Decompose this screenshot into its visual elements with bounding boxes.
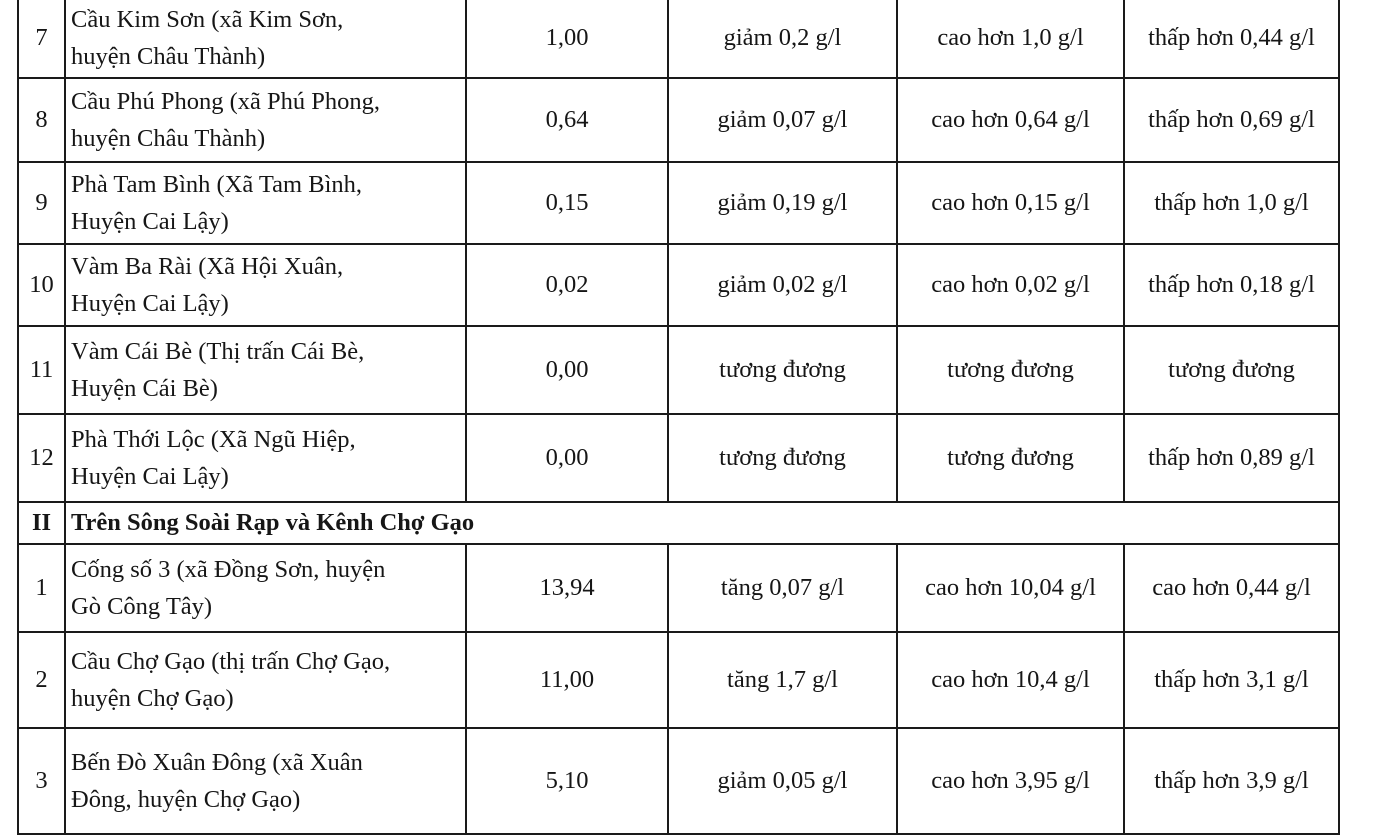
row-number: 12 <box>18 414 65 502</box>
location-name-line-1: Cầu Phú Phong (xã Phú Phong, <box>71 88 381 115</box>
comparison-1: giảm 0,19 g/l <box>668 162 897 244</box>
comparison-3: thấp hơn 0,18 g/l <box>1124 244 1339 326</box>
location-name-line-1: Phà Thới Lộc (Xã Ngũ Hiệp, <box>71 426 356 453</box>
comparison-1: giảm 0,07 g/l <box>668 78 897 162</box>
comparison-3: thấp hơn 3,9 g/l <box>1124 728 1339 834</box>
salinity-value: 5,10 <box>466 728 668 834</box>
location-name-line-1: Cầu Kim Sơn (xã Kim Sơn, <box>71 6 344 33</box>
location-name <box>65 632 466 728</box>
comparison-3: thấp hơn 0,44 g/l <box>1124 0 1339 78</box>
location-name <box>65 162 466 244</box>
salinity-value: 1,00 <box>466 0 668 78</box>
row-number: 7 <box>18 0 65 78</box>
salinity-table <box>17 0 1340 835</box>
row-number: 2 <box>18 632 65 728</box>
location-name-line-1: Bến Đò Xuân Đông (xã Xuân <box>71 749 363 776</box>
comparison-2: tương đương <box>897 414 1124 502</box>
comparison-3: thấp hơn 3,1 g/l <box>1124 632 1339 728</box>
table-row <box>18 244 1339 326</box>
location-name <box>65 544 466 632</box>
table-row <box>18 78 1339 162</box>
table-row <box>18 544 1339 632</box>
location-name-line-2: huyện Chợ Gạo) <box>71 685 234 712</box>
row-number: 11 <box>18 326 65 414</box>
location-name-line-2: Huyện Cai Lậy) <box>71 463 229 490</box>
table-row <box>18 326 1339 414</box>
comparison-3: cao hơn 0,44 g/l <box>1124 544 1339 632</box>
location-name <box>65 728 466 834</box>
comparison-2: cao hơn 10,4 g/l <box>897 632 1124 728</box>
location-name <box>65 244 466 326</box>
location-name-line-2: Huyện Cái Bè) <box>71 375 218 402</box>
salinity-value: 0,00 <box>466 414 668 502</box>
comparison-2: cao hơn 10,04 g/l <box>897 544 1124 632</box>
salinity-value: 0,00 <box>466 326 668 414</box>
location-name-line-2: huyện Châu Thành) <box>71 43 266 70</box>
location-name-line-1: Phà Tam Bình (Xã Tam Bình, <box>71 171 363 198</box>
location-name <box>65 0 466 78</box>
comparison-3: thấp hơn 0,69 g/l <box>1124 78 1339 162</box>
table-row <box>18 632 1339 728</box>
location-name <box>65 326 466 414</box>
table-row <box>18 414 1339 502</box>
comparison-1: tương đương <box>668 414 897 502</box>
comparison-3: thấp hơn 1,0 g/l <box>1124 162 1339 244</box>
row-number: 1 <box>18 544 65 632</box>
location-name-line-2: Huyện Cai Lậy) <box>71 208 229 235</box>
location-name-line-2: huyện Châu Thành) <box>71 125 266 152</box>
salinity-value: 13,94 <box>466 544 668 632</box>
table-row <box>18 728 1339 834</box>
row-number: 9 <box>18 162 65 244</box>
location-name-line-1: Cầu Chợ Gạo (thị trấn Chợ Gạo, <box>71 648 391 675</box>
salinity-value: 0,15 <box>466 162 668 244</box>
location-name-line-1: Cống số 3 (xã Đồng Sơn, huyện <box>71 556 386 583</box>
comparison-3: thấp hơn 0,89 g/l <box>1124 414 1339 502</box>
comparison-2: tương đương <box>897 326 1124 414</box>
salinity-value: 11,00 <box>466 632 668 728</box>
comparison-1: giảm 0,05 g/l <box>668 728 897 834</box>
comparison-2: cao hơn 1,0 g/l <box>897 0 1124 78</box>
section-row <box>18 502 1339 544</box>
location-name-line-1: Vàm Ba Rài (Xã Hội Xuân, <box>71 253 344 280</box>
comparison-2: cao hơn 0,64 g/l <box>897 78 1124 162</box>
comparison-1: tăng 0,07 g/l <box>668 544 897 632</box>
row-number: 10 <box>18 244 65 326</box>
location-name-line-2: Đông, huyện Chợ Gạo) <box>71 786 301 813</box>
location-name-line-2: Huyện Cai Lậy) <box>71 290 229 317</box>
comparison-3: tương đương <box>1124 326 1339 414</box>
section-number: II <box>18 502 65 544</box>
comparison-1: giảm 0,02 g/l <box>668 244 897 326</box>
location-name-line-1: Vàm Cái Bè (Thị trấn Cái Bè, <box>71 338 365 365</box>
salinity-value: 0,64 <box>466 78 668 162</box>
comparison-2: cao hơn 0,15 g/l <box>897 162 1124 244</box>
table-row <box>18 0 1339 78</box>
comparison-2: cao hơn 3,95 g/l <box>897 728 1124 834</box>
salinity-value: 0,02 <box>466 244 668 326</box>
location-name <box>65 78 466 162</box>
comparison-1: giảm 0,2 g/l <box>668 0 897 78</box>
section-title: Trên Sông Soài Rạp và Kênh Chợ Gạo <box>65 502 1339 544</box>
location-name <box>65 414 466 502</box>
table-row <box>18 162 1339 244</box>
comparison-2: cao hơn 0,02 g/l <box>897 244 1124 326</box>
location-name-line-2: Gò Công Tây) <box>71 593 213 620</box>
row-number: 3 <box>18 728 65 834</box>
comparison-1: tăng 1,7 g/l <box>668 632 897 728</box>
comparison-1: tương đương <box>668 326 897 414</box>
row-number: 8 <box>18 78 65 162</box>
